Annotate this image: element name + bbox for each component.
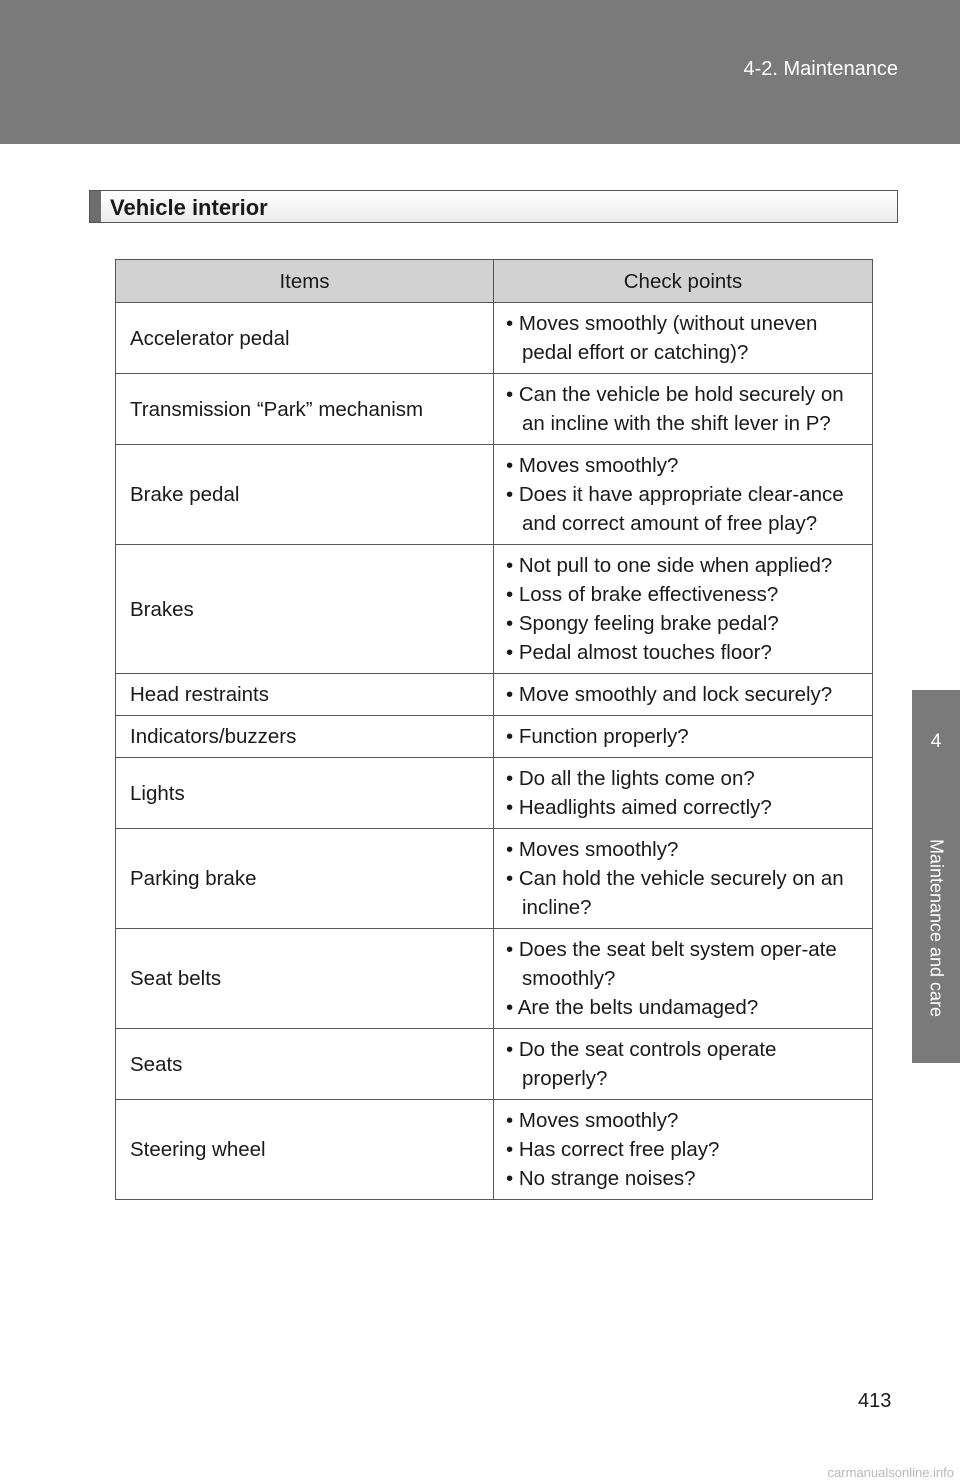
check-points-list — [506, 1106, 866, 1193]
item-cell: Parking brake — [116, 829, 494, 929]
check-points-cell — [494, 1029, 873, 1100]
item-cell: Lights — [116, 758, 494, 829]
check-point: • Moves smoothly? — [506, 838, 679, 861]
chapter-tab-text: Maintenance and care — [926, 838, 947, 1018]
check-points-list — [506, 680, 866, 709]
table-body — [116, 303, 873, 1200]
check-point: • Moves smoothly (without uneven pedal effort or catching)? — [506, 312, 818, 364]
header-banner — [0, 0, 960, 144]
table-row — [116, 445, 873, 545]
check-point: • Do the seat controls operate properly? — [506, 1038, 777, 1090]
check-point: • Headlights aimed correctly? — [506, 796, 772, 819]
check-points-list — [506, 451, 866, 538]
check-points-cell — [494, 1100, 873, 1200]
check-points-list — [506, 309, 866, 367]
table-row — [116, 758, 873, 829]
table-row — [116, 303, 873, 374]
item-cell: Seat belts — [116, 929, 494, 1029]
check-point: • No strange noises? — [506, 1167, 696, 1190]
check-points-cell — [494, 374, 873, 445]
check-points-list — [506, 1035, 866, 1093]
item-cell: Steering wheel — [116, 1100, 494, 1200]
check-point: • Function properly? — [506, 725, 689, 748]
check-point: • Does the seat belt system oper-ate smoothly? — [506, 938, 837, 990]
watermark: carmanualsonline.info — [827, 1465, 954, 1480]
check-point: • Spongy feeling brake pedal? — [506, 612, 779, 635]
check-points-list — [506, 551, 866, 667]
check-point: • Pedal almost touches floor? — [506, 641, 772, 664]
table-row — [116, 545, 873, 674]
table-header-row — [116, 260, 873, 303]
check-points-cell — [494, 445, 873, 545]
heading-marker — [90, 191, 101, 222]
table-row — [116, 1100, 873, 1200]
check-points-list — [506, 380, 866, 438]
check-point: • Moves smoothly? — [506, 454, 679, 477]
page-number: 413 — [858, 1390, 892, 1412]
chapter-tab-label — [912, 793, 960, 1063]
check-points-cell — [494, 674, 873, 716]
item-cell: Brakes — [116, 545, 494, 674]
check-point: • Does it have appropriate clear-ance and correct amount of free play? — [506, 483, 844, 535]
section-reference: 4-2. Maintenance — [743, 58, 898, 80]
item-cell: Brake pedal — [116, 445, 494, 545]
table-row — [116, 674, 873, 716]
check-point: • Move smoothly and lock securely? — [506, 683, 833, 706]
check-points-cell — [494, 545, 873, 674]
table-row — [116, 829, 873, 929]
item-cell: Seats — [116, 1029, 494, 1100]
check-point: • Are the belts undamaged? — [506, 996, 759, 1019]
check-points-cell — [494, 303, 873, 374]
item-cell: Indicators/buzzers — [116, 716, 494, 758]
check-points-cell — [494, 716, 873, 758]
check-point: • Can the vehicle be hold securely on an incline with the shift lever in P? — [506, 383, 844, 435]
chapter-tab-number: 4 — [912, 690, 960, 793]
check-point: • Loss of brake effectiveness? — [506, 583, 779, 606]
check-point: • Do all the lights come on? — [506, 767, 755, 790]
table-row — [116, 716, 873, 758]
check-point: • Has correct free play? — [506, 1138, 720, 1161]
inspection-table — [115, 259, 873, 1200]
column-header-items: Items — [116, 260, 494, 303]
item-cell: Head restraints — [116, 674, 494, 716]
section-title: Vehicle interior — [110, 195, 268, 220]
check-points-cell — [494, 829, 873, 929]
check-point: • Can hold the vehicle securely on an incline? — [506, 867, 844, 919]
item-cell: Transmission “Park” mechanism — [116, 374, 494, 445]
check-points-list — [506, 764, 866, 822]
check-point: • Moves smoothly? — [506, 1109, 679, 1132]
check-points-list — [506, 935, 866, 1022]
section-heading — [89, 190, 898, 223]
check-points-list — [506, 722, 866, 751]
item-cell: Accelerator pedal — [116, 303, 494, 374]
table-row — [116, 374, 873, 445]
check-point: • Not pull to one side when applied? — [506, 554, 833, 577]
check-points-cell — [494, 758, 873, 829]
table-row — [116, 929, 873, 1029]
table-row — [116, 1029, 873, 1100]
column-header-check-points: Check points — [494, 260, 873, 303]
check-points-list — [506, 835, 866, 922]
check-points-cell — [494, 929, 873, 1029]
